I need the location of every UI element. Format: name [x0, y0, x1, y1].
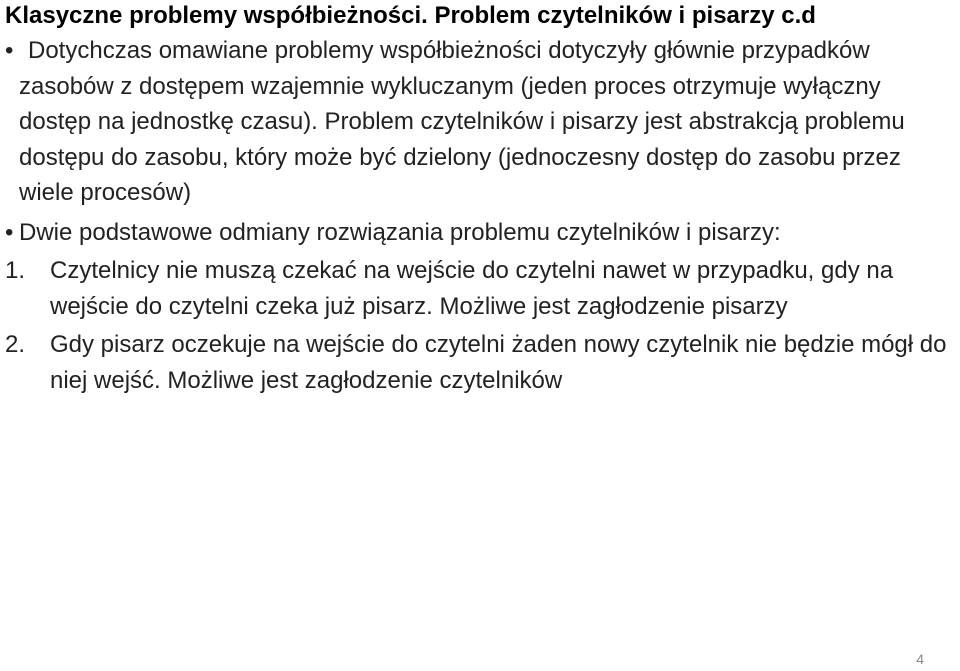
- bullet-text: Dotychczas omawiane problemy współbieżności dotyczyły głównie przypadków zasobów z dostępem wzajemnie wykluczanym (jeden proces otrzymuje wyłączny dostęp na jednostkę czasu). Problem czytelników i pisarzy jest abstrakcją problemu dostępu do zasobu, który może być dzielony (jednoczesny dostęp do zasobu przez wiele procesów): [19, 37, 905, 206]
- numbered-text: Czytelnicy nie muszą czekać na wejście do czytelni nawet w przypadku, gdy na wejście do czytelni czeka już pisarz. Możliwe jest zagłodzenie pisarzy: [50, 257, 894, 320]
- page-number: 4: [916, 651, 924, 667]
- bullet-marker: •: [5, 218, 14, 246]
- slide-content: [5, 33, 950, 398]
- item-number: 1.: [5, 257, 26, 284]
- bullet-item-variants: [5, 215, 950, 251]
- numbered-item-2: [5, 327, 950, 398]
- bullet-item-intro: [5, 33, 950, 211]
- item-number: 2.: [5, 331, 26, 358]
- numbered-text: Gdy pisarz oczekuje na wejście do czytelni żaden nowy czytelnik nie będzie mógł do niej wejść. Możliwe jest zagłodzenie czytelników: [50, 331, 947, 394]
- bullet-marker: •: [5, 37, 14, 64]
- slide-title: Klasyczne problemy współbieżności. Problem czytelników i pisarzy c.d: [5, 2, 816, 29]
- bullet-text: Dwie podstawowe odmiany rozwiązania problemu czytelników i pisarzy:: [19, 218, 781, 246]
- numbered-item-1: [5, 253, 950, 324]
